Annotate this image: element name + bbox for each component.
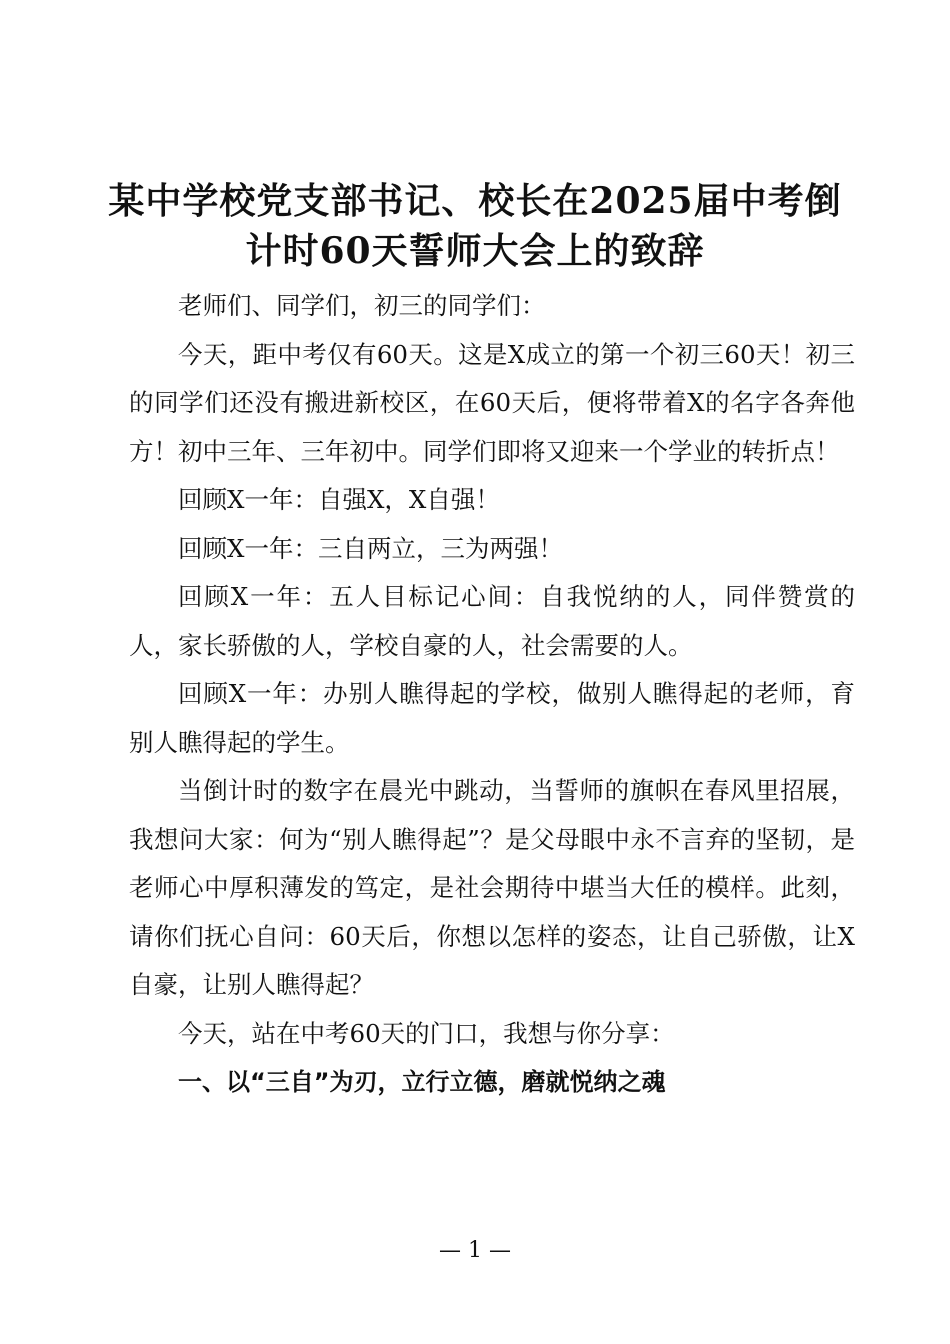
body-paragraph: 回顾X一年：办别人瞧得起的学校，做别人瞧得起的老师，育别人瞧得起的学生。 bbox=[129, 679, 855, 757]
section-heading: 一、以“三自”为刃，立行立德，磨就悦纳之魂 bbox=[178, 1068, 666, 1096]
body-paragraph: 今天，站在中考60天的门口，我想与你分享： bbox=[178, 1018, 675, 1048]
body-paragraph: 当倒计时的数字在晨光中跳动，当誓师的旗帜在春风里招展，我想问大家：何为“别人瞧得起”？是父母眼中永不言弃的坚韧，是老师心中厚积薄发的笃定，是社会期待中堪当大任的模样。此刻，请你们抚心自问：60天后，你想以怎样的姿态，让自己骄傲，让X自豪，让别人瞧得起？ bbox=[129, 776, 855, 999]
page-number: — 1 — bbox=[439, 1238, 511, 1263]
salutation-paragraph: 老师们、同学们，初三的同学们： bbox=[178, 291, 546, 320]
body-paragraph: 回顾X一年：三自两立，三为两强！ bbox=[178, 533, 563, 563]
title-line-2: 计时60天誓师大会上的致辞 bbox=[245, 230, 705, 272]
body-paragraph: 回顾X一年：五人目标记心间：自我悦纳的人，同伴赞赏的人，家长骄傲的人，学校自豪的人，社会需要的人。 bbox=[129, 582, 855, 660]
body-paragraph: 回顾X一年：自强X，X自强！ bbox=[178, 485, 500, 514]
title-line-1: 某中学校党支部书记、校长在2025届中考倒 bbox=[108, 180, 842, 222]
body-paragraph: 今天，距中考仅有60天。这是X成立的第一个初三60天！初三的同学们还没有搬进新校区，在60天后，便将带着X的名字各奔他方！初中三年、三年初中。同学们即将又迎来一个学业的转折点！ bbox=[129, 339, 855, 466]
document-body bbox=[129, 282, 855, 1107]
document-title bbox=[100, 176, 850, 276]
